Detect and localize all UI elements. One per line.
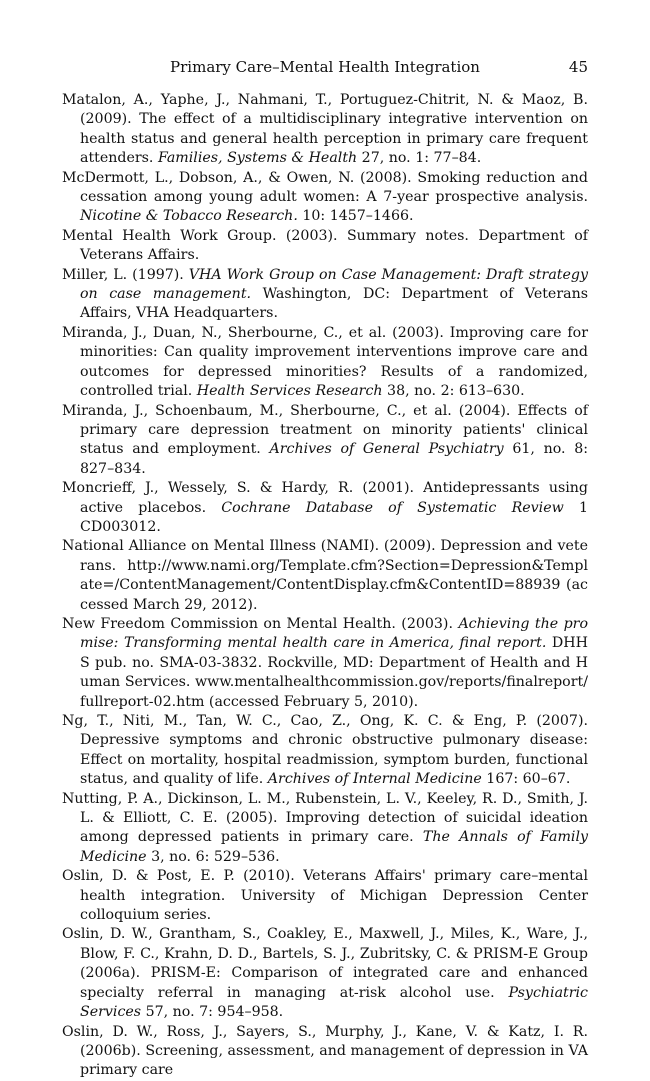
running-head (62, 56, 588, 78)
reference-source: VHA Work Group on Case Management: Draft strategy on case management. (80, 266, 588, 303)
running-title: Primary Care–Mental Health Integration (170, 58, 480, 76)
reference-text: Miller, L. (1997). (62, 266, 189, 283)
reference-tail: Washington, DC: Department of Veterans Affairs, VHA Headquarters. (80, 286, 588, 322)
reference-text: Oslin, D. W., Ross, J., Sayers, S., Murphy, J., Kane, V. & Katz, I. R. (2006b). Screening, assessment, and management of depression in VA primary care (62, 1023, 588, 1079)
reference-ng-2007 (62, 712, 588, 790)
reference-oslin-2006b (62, 1023, 588, 1081)
reference-source: Archives of Internal Medicine (267, 771, 482, 788)
reference-tail: 38, no. 2: 613–630. (382, 383, 525, 400)
reference-text: New Freedom Commission on Mental Health. (2003). (62, 615, 459, 632)
reference-text: Miranda, J., Schoenbaum, M., Sherbourne, C., et al. (2004). Effects of primary care depression treatment on minority patients' clinical status and employment. (62, 402, 588, 458)
reference-miranda-2004 (62, 402, 588, 480)
reference-tail: 1 CD003012. (80, 499, 588, 535)
page-number: 45 (568, 58, 588, 76)
reference-new-freedom-commission-2003 (62, 615, 588, 712)
reference-tail: 10: 1457–1466. (297, 208, 414, 225)
reference-text: Oslin, D. & Post, E. P. (2010). Veterans Affairs' primary care–mental health integration. University of Michigan Depression Center colloquium series. (62, 868, 588, 924)
reference-oslin-2006a (62, 925, 588, 1022)
reference-nami-2009 (62, 537, 588, 615)
reference-source: Cochrane Database of Systematic Review (221, 499, 564, 516)
reference-matalon-2009 (62, 91, 588, 169)
reference-text: Oslin, D. W., Grantham, S., Coakley, E., Maxwell, J., Miles, K., Ware, J., Blow, F. C., Krahn, D. D., Bartels, S. J., Zubritsky, C. & PRISM-E Group (2006a). PRISM-E: Comparison of integrated care and enhanced specialty referral in managing at-risk alcohol use. (62, 926, 588, 1001)
reference-source: Psychiatric Services (80, 984, 588, 1021)
reference-source: Families, Systems & Health (157, 150, 358, 167)
reference-mcdermott-2008 (62, 169, 588, 227)
reference-mental-health-work-group-2003 (62, 227, 588, 266)
reference-source: Nicotine & Tobacco Research. (80, 208, 298, 225)
reference-miranda-2003 (62, 324, 588, 402)
reference-tail: DHHS pub. no. SMA-03-3832. Rockville, MD: Department of Health and Human Services. www.mentalhealthcommission.gov/reports/finalreport/fullreport-02.htm (accessed February 5, 2010). (80, 635, 588, 710)
reference-miller-1997 (62, 266, 588, 324)
reference-text: Nutting, P. A., Dickinson, L. M., Rubenstein, L. V., Keeley, R. D., Smith, J. L. & Elliott, C. E. (2005). Improving detection of suicidal ideation among depressed patients in primary care. (62, 790, 588, 846)
reference-nutting-2005 (62, 790, 588, 868)
reference-source: The Annals of Family Medicine (80, 829, 588, 865)
reference-tail: 61, no. 8: 827–834. (80, 441, 588, 477)
reference-tail: 167: 60–67. (481, 771, 571, 788)
reference-text: Matalon, A., Yaphe, J., Nahmani, T., Portuguez-Chitrit, N. & Maoz, B. (2009). The effect of a multidisciplinary integrative intervention on health status and general health perception in primary care frequent attenders. (62, 92, 588, 167)
reference-text: Miranda, J., Duan, N., Sherbourne, C., et al. (2003). Improving care for minorities: Can quality improvement interventions improve care and outcomes for depressed minorities? Results of a randomized, controlled trial. (62, 324, 588, 400)
reference-text: National Alliance on Mental Illness (NAMI). (2009). Depression and veterans. http://www.nami.org/Template.cfm?Section=Depression&Template=/ContentManagement/ContentDisplay.cfm&ContentID=88939 (accessed March 29, 2012). (62, 538, 588, 613)
reference-tail: 27, no. 1: 77–84. (357, 150, 482, 167)
reference-text: McDermott, L., Dobson, A., & Owen, N. (2008). Smoking reduction and cessation among young adult women: A 7-year prospective analysis. (62, 169, 588, 206)
reference-text: Moncrieff, J., Wessely, S. & Hardy, R. (2001). Antidepressants using active placebos. (62, 480, 588, 516)
reference-tail: 57, no. 7: 954–958. (141, 1004, 284, 1021)
reference-text: Ng, T., Niti, M., Tan, W. C., Cao, Z., Ong, K. C. & Eng, P. (2007). Depressive symptoms and chronic obstructive pulmonary disease: Effect on mortality, hospital readmission, symptom burden, functional status, and quality of life. (62, 713, 588, 788)
reference-moncrieff-2001 (62, 479, 588, 537)
reference-tail: 3, no. 6: 529–536. (146, 848, 280, 865)
reference-source: Archives of General Psychiatry (269, 441, 504, 458)
reference-source: Achieving the promise: Transforming mental health care in America, final report. (80, 615, 589, 652)
reference-list (62, 91, 588, 1081)
reference-oslin-post-2010 (62, 867, 588, 925)
reference-text: Mental Health Work Group. (2003). Summary notes. Department of Veterans Affairs. (62, 227, 588, 264)
reference-source: Health Services Research (196, 383, 383, 400)
